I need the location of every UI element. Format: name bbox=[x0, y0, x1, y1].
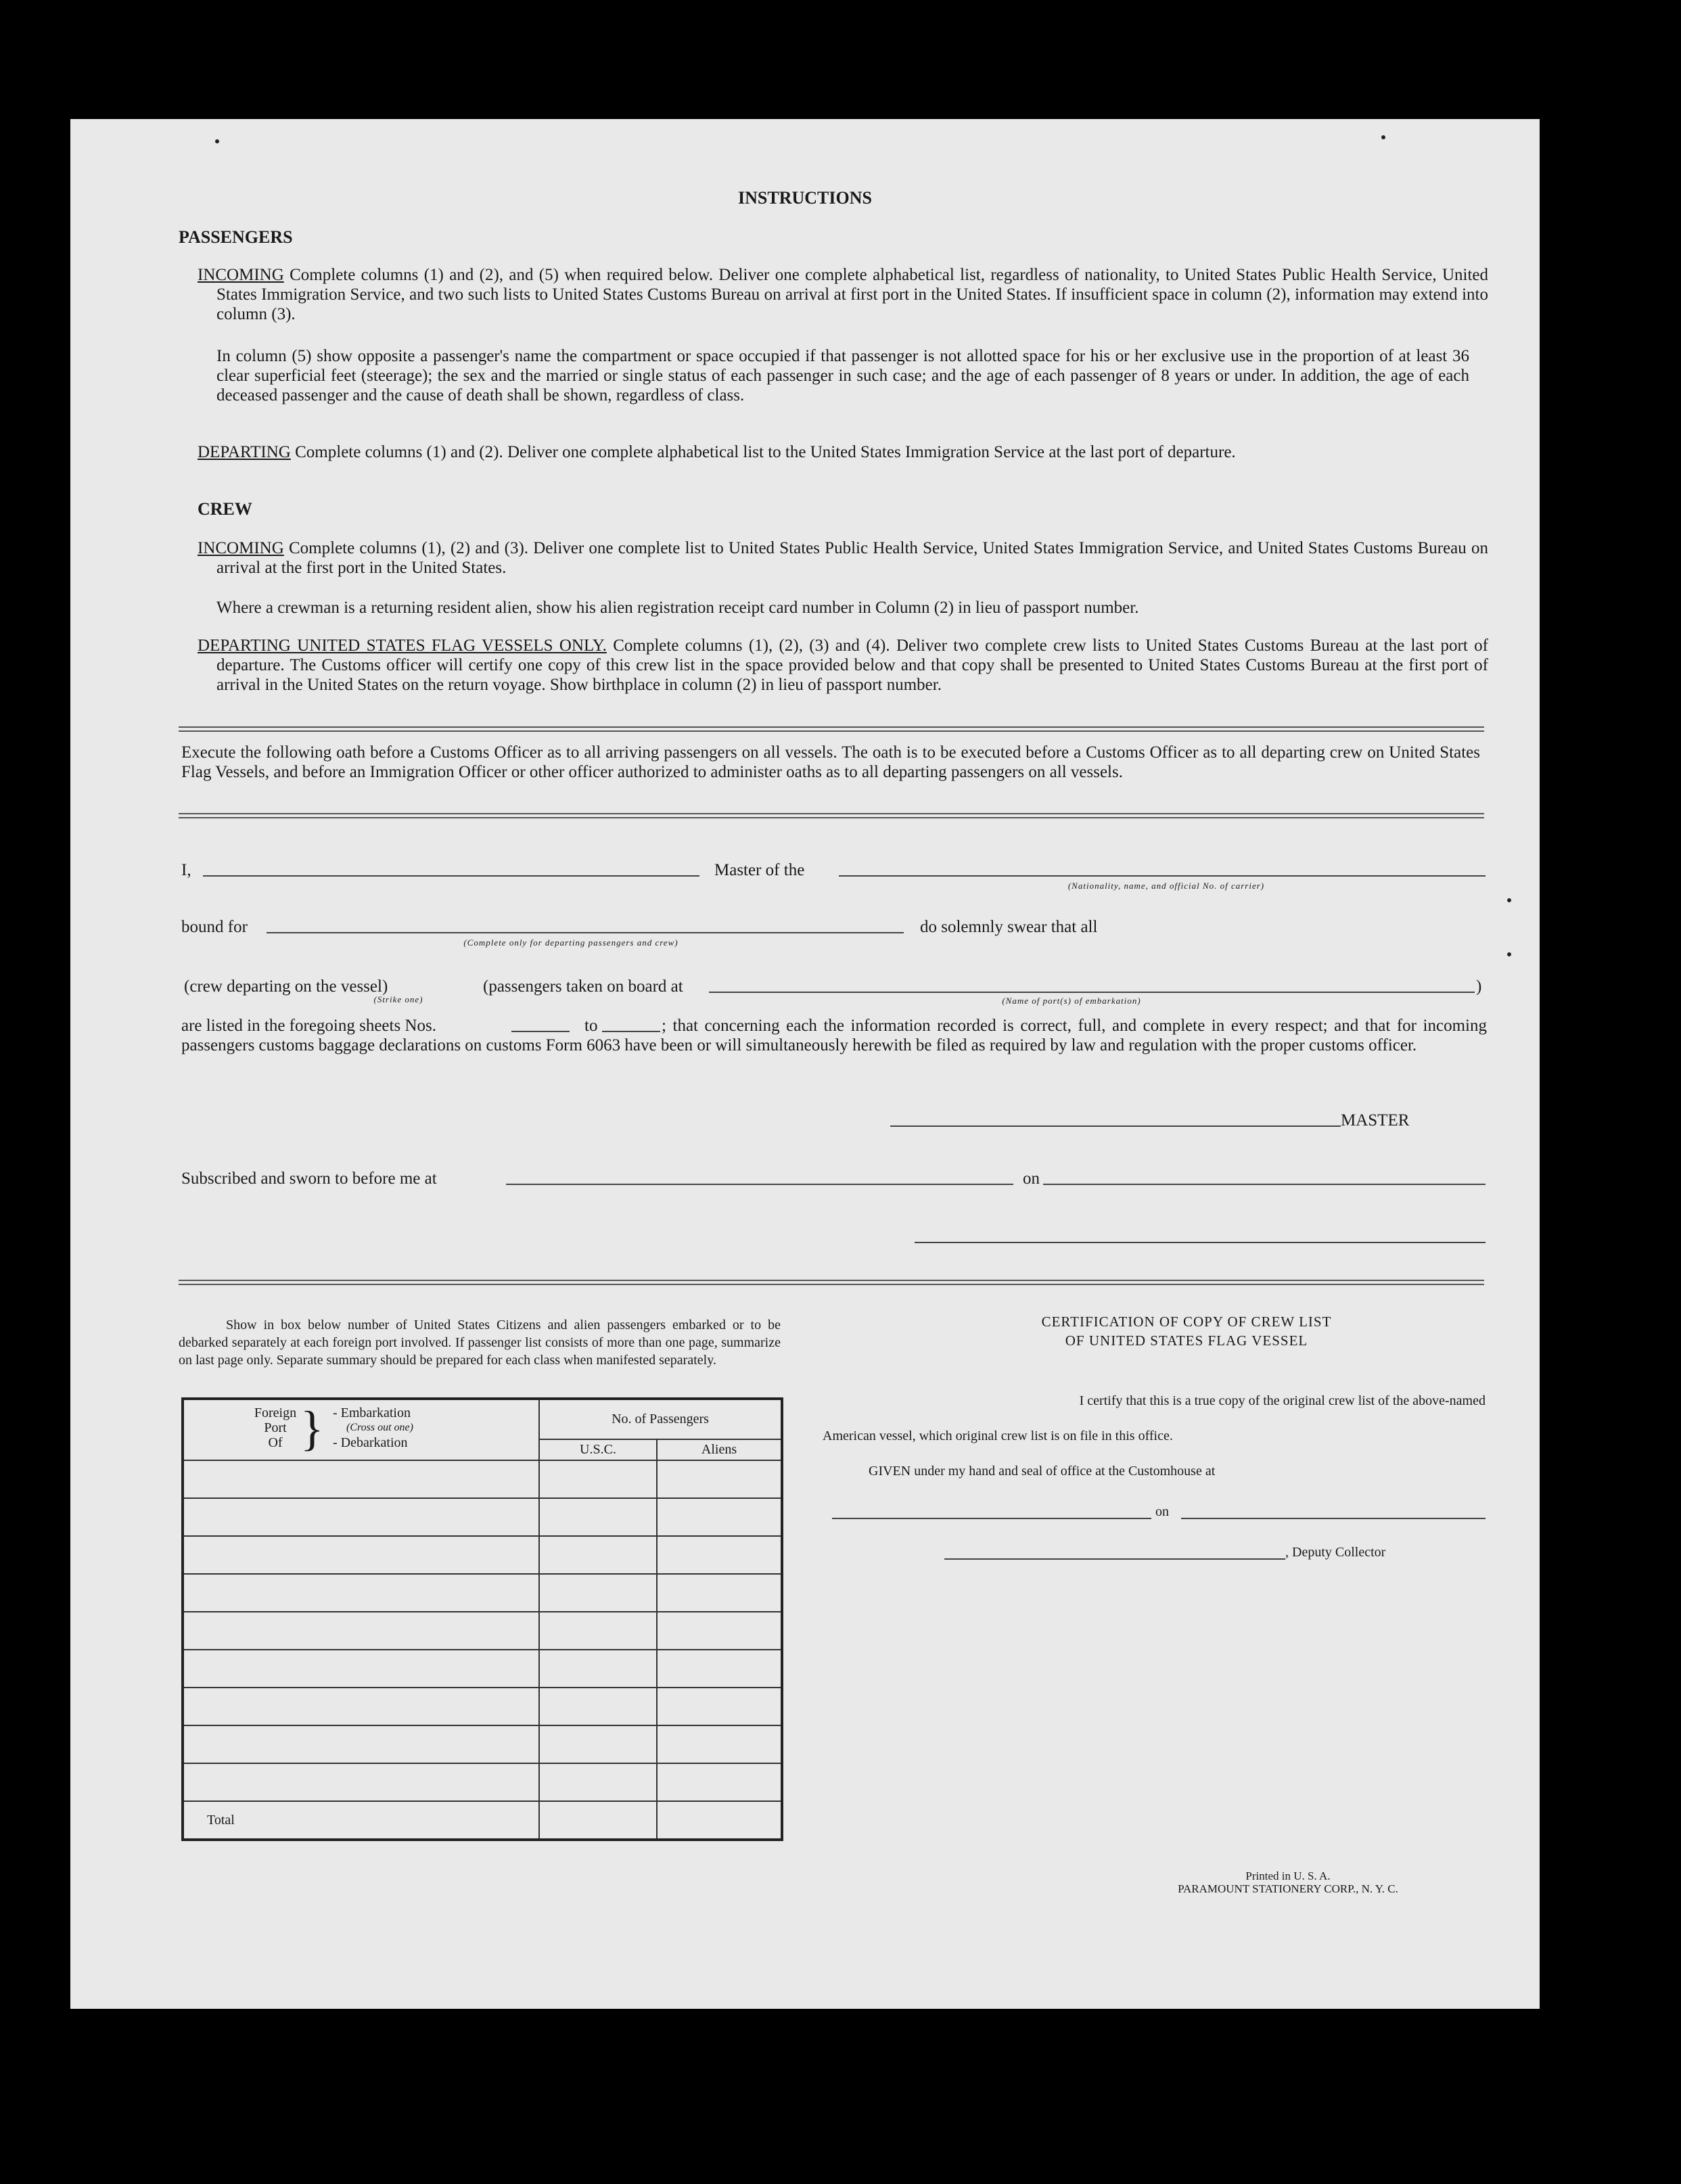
aliens-cell[interactable] bbox=[657, 1574, 782, 1612]
foreign-label: Foreign bbox=[254, 1405, 297, 1420]
crew-departing-flag-instruction bbox=[198, 636, 1488, 695]
aliens-header: Aliens bbox=[657, 1439, 782, 1460]
close-paren: ) bbox=[1476, 977, 1482, 996]
usc-cell[interactable] bbox=[539, 1688, 657, 1725]
carrier-field[interactable] bbox=[839, 875, 1486, 877]
crew-heading: CREW bbox=[198, 499, 252, 519]
oath-instruction: Execute the following oath before a Customs Officer as to all arriving passengers on all vessels. The oath is to be executed before a Customs Officer as to all departing crew on United States Flag Vessels, and before an Immigration Officer or other officer authorized to administer oaths as to all departing passengers on all vessels. bbox=[181, 743, 1480, 781]
foreign-port-of bbox=[252, 1405, 299, 1450]
master-name-field[interactable] bbox=[203, 875, 699, 877]
aliens-cell[interactable] bbox=[657, 1612, 782, 1650]
divider bbox=[179, 813, 1484, 814]
aliens-cell[interactable] bbox=[657, 1536, 782, 1574]
usc-cell[interactable] bbox=[539, 1612, 657, 1650]
port-cell[interactable] bbox=[183, 1650, 539, 1688]
certify-line2: American vessel, which original crew list is on file in this office. bbox=[823, 1428, 1173, 1443]
crew-departing-option[interactable]: (crew departing on the vessel) bbox=[184, 977, 388, 996]
crew-incoming-label: INCOMING bbox=[198, 539, 284, 557]
certification-title bbox=[889, 1312, 1484, 1350]
table-row bbox=[183, 1460, 782, 1498]
table-row bbox=[183, 1688, 782, 1725]
divider bbox=[179, 817, 1484, 818]
bound-for-label: bound for bbox=[181, 918, 248, 936]
oath-i-label: I, bbox=[181, 861, 191, 879]
port-header-cell bbox=[183, 1399, 539, 1460]
brace-glyph: } bbox=[300, 1401, 324, 1456]
incoming-label: INCOMING bbox=[198, 266, 284, 284]
subscribed-label: Subscribed and sworn to before me at bbox=[181, 1169, 437, 1188]
departing-text: Complete columns (1) and (2). Deliver one complete alphabetical list to the United States Immigration Service at the last port of departure. bbox=[295, 443, 1236, 461]
port-cell[interactable] bbox=[183, 1688, 539, 1725]
aliens-cell[interactable] bbox=[657, 1650, 782, 1688]
listed-to-label: to bbox=[584, 1017, 598, 1035]
divider bbox=[179, 1280, 1484, 1281]
port-cell[interactable] bbox=[183, 1460, 539, 1498]
usc-cell[interactable] bbox=[539, 1574, 657, 1612]
passengers-heading: PASSENGERS bbox=[179, 227, 293, 247]
table-row bbox=[183, 1574, 782, 1612]
given-line: GIVEN under my hand and seal of office at the Customhouse at bbox=[869, 1464, 1216, 1479]
aliens-total-cell[interactable] bbox=[657, 1801, 782, 1840]
passengers-incoming-instruction bbox=[198, 265, 1488, 324]
master-signature-field[interactable] bbox=[890, 1125, 1341, 1127]
certify-line1: I certify that this is a true copy of the original crew list of the above-named bbox=[1079, 1393, 1486, 1408]
form-page bbox=[70, 119, 1540, 2009]
incoming-text: Complete columns (1) and (2), and (5) when required below. Deliver one complete alphabetical list, regardless of nationality, to United States Public Health Service, United States Immigration Service, and two such lists to United States Customs Bureau on arrival at first port in the United States. If insufficient space in column (2), information may extend into column (3). bbox=[216, 266, 1489, 323]
deputy-signature-field[interactable] bbox=[944, 1558, 1285, 1560]
aliens-cell[interactable] bbox=[657, 1688, 782, 1725]
bound-caption: (Complete only for departing passengers and crew) bbox=[463, 937, 678, 948]
bound-for-field[interactable] bbox=[267, 932, 904, 933]
sworn-date-field[interactable] bbox=[1043, 1184, 1486, 1185]
usc-cell[interactable] bbox=[539, 1763, 657, 1801]
passengers-taken-option[interactable]: (passengers taken on board at bbox=[483, 977, 683, 996]
punch-dot bbox=[215, 139, 219, 143]
customhouse-field[interactable] bbox=[832, 1518, 1151, 1519]
master-label: MASTER bbox=[1341, 1111, 1410, 1130]
printer-line2: PARAMOUNT STATIONERY CORP., N. Y. C. bbox=[1178, 1882, 1398, 1895]
port-cell[interactable] bbox=[183, 1725, 539, 1763]
table-row bbox=[183, 1612, 782, 1650]
passengers-departing-instruction bbox=[198, 442, 1488, 462]
listed-label: are listed in the foregoing sheets Nos. bbox=[181, 1017, 436, 1035]
certification-title-line1: CERTIFICATION OF COPY OF CREW LIST bbox=[1041, 1314, 1332, 1330]
total-row bbox=[183, 1801, 782, 1840]
sworn-on-label: on bbox=[1023, 1169, 1040, 1188]
crew-incoming-note: Where a crewman is a returning resident alien, show his alien registration receipt card number in Column (2) in lieu of passport number. bbox=[216, 599, 1139, 617]
of-label: Of bbox=[268, 1435, 283, 1450]
crew-incoming-instruction bbox=[198, 538, 1488, 578]
summary-instruction-text: Show in box below number of United States Citizens and alien passengers embarked or to be debarked separately at each foreign port involved. If passenger list consists of more than one page, summarize on last page only. Separate summary should be prepared for each class when manifested separately. bbox=[179, 1318, 781, 1368]
printer-imprint bbox=[1112, 1869, 1464, 1895]
departing-flag-text: Complete columns (1), (2), (3) and (4). Deliver two complete crew lists to United States Customs Bureau at the last port of departure. The Customs officer will certify one copy of this crew list in the space provided below and that copy shall be presented to United States Customs Bureau at the first port of arrival in the United States on the return voyage. Show birthplace in column (2) in lieu of passport number. bbox=[216, 636, 1488, 694]
port-cell[interactable] bbox=[183, 1574, 539, 1612]
aliens-cell[interactable] bbox=[657, 1763, 782, 1801]
sworn-place-field[interactable] bbox=[506, 1184, 1013, 1185]
printer-line1: Printed in U. S. A. bbox=[1245, 1869, 1331, 1882]
table-row bbox=[183, 1650, 782, 1688]
usc-header: U.S.C. bbox=[539, 1439, 657, 1460]
usc-total-cell[interactable] bbox=[539, 1801, 657, 1840]
table-row bbox=[183, 1763, 782, 1801]
crew-incoming-text: Complete columns (1), (2) and (3). Deliver one complete list to United States Public Health Service, United States Immigration Service, and United States Customs Bureau on arrival at the first port in the United States. bbox=[216, 539, 1488, 577]
passengers-incoming-note: In column (5) show opposite a passenger's name the compartment or space occupied if that passenger is not allotted space for his or her exclusive use in the proportion of at least 36 clear superficial feet (steerage); the sex and the married or single status of each passenger in such case; and the age of each passenger of 8 years or under. In addition, the age of each deceased passenger and the cause of death shall be shown, regardless of class. bbox=[216, 347, 1469, 404]
embarkation-label[interactable]: - Embarkation bbox=[333, 1405, 411, 1420]
usc-cell[interactable] bbox=[539, 1498, 657, 1536]
strike-one-caption: (Strike one) bbox=[373, 994, 423, 1004]
departing-flag-label: DEPARTING UNITED STATES FLAG VESSELS ONLY. bbox=[198, 636, 607, 655]
divider bbox=[179, 1284, 1484, 1285]
no-of-passengers-header: No. of Passengers bbox=[539, 1399, 782, 1439]
oath-statement: ; that concerning each the information recorded is correct, full, and complete in every respect; and that for incoming passengers customs baggage declarations on customs Form 6063 have been or will simultaneously herewith be filed as required by law and regulation with the proper customs officer. bbox=[181, 1017, 1487, 1054]
summary-instruction bbox=[179, 1316, 781, 1369]
aliens-cell[interactable] bbox=[657, 1725, 782, 1763]
divider bbox=[179, 726, 1484, 728]
page-title: INSTRUCTIONS bbox=[738, 188, 872, 208]
usc-cell[interactable] bbox=[539, 1725, 657, 1763]
port-cell[interactable] bbox=[183, 1536, 539, 1574]
deputy-collector-label: , Deputy Collector bbox=[1285, 1545, 1386, 1560]
aliens-cell[interactable] bbox=[657, 1498, 782, 1536]
certification-title-line2: OF UNITED STATES FLAG VESSEL bbox=[1065, 1332, 1308, 1349]
table-row bbox=[183, 1725, 782, 1763]
port-cell[interactable] bbox=[183, 1612, 539, 1650]
aliens-cell[interactable] bbox=[657, 1460, 782, 1498]
cert-on-label: on bbox=[1155, 1504, 1169, 1519]
ports-field[interactable] bbox=[709, 992, 1475, 993]
total-label: Total bbox=[183, 1801, 539, 1840]
master-of-the-label: Master of the bbox=[714, 861, 805, 879]
punch-dot bbox=[1381, 135, 1385, 139]
carrier-caption: (Nationality, name, and official No. of carrier) bbox=[1067, 881, 1265, 891]
cert-date-field[interactable] bbox=[1181, 1518, 1486, 1519]
edge-dot bbox=[1507, 898, 1511, 902]
debarkation-label[interactable]: - Debarkation bbox=[333, 1435, 408, 1450]
edge-dot bbox=[1507, 952, 1511, 956]
officer-signature-field[interactable] bbox=[915, 1242, 1486, 1243]
port-label: Port bbox=[264, 1420, 287, 1435]
usc-cell[interactable] bbox=[539, 1460, 657, 1498]
cross-out-note: (Cross out one) bbox=[346, 1422, 413, 1433]
table-row bbox=[183, 1498, 782, 1536]
usc-cell[interactable] bbox=[539, 1650, 657, 1688]
departing-label: DEPARTING bbox=[198, 443, 291, 461]
table-row bbox=[183, 1536, 782, 1574]
ports-caption: (Name of port(s) of embarkation) bbox=[1002, 996, 1141, 1006]
port-cell[interactable] bbox=[183, 1498, 539, 1536]
swear-label: do solemnly swear that all bbox=[920, 918, 1098, 936]
passenger-summary-table bbox=[181, 1397, 783, 1841]
embark-options bbox=[333, 1405, 413, 1450]
divider bbox=[179, 730, 1484, 732]
port-cell[interactable] bbox=[183, 1763, 539, 1801]
usc-cell[interactable] bbox=[539, 1536, 657, 1574]
